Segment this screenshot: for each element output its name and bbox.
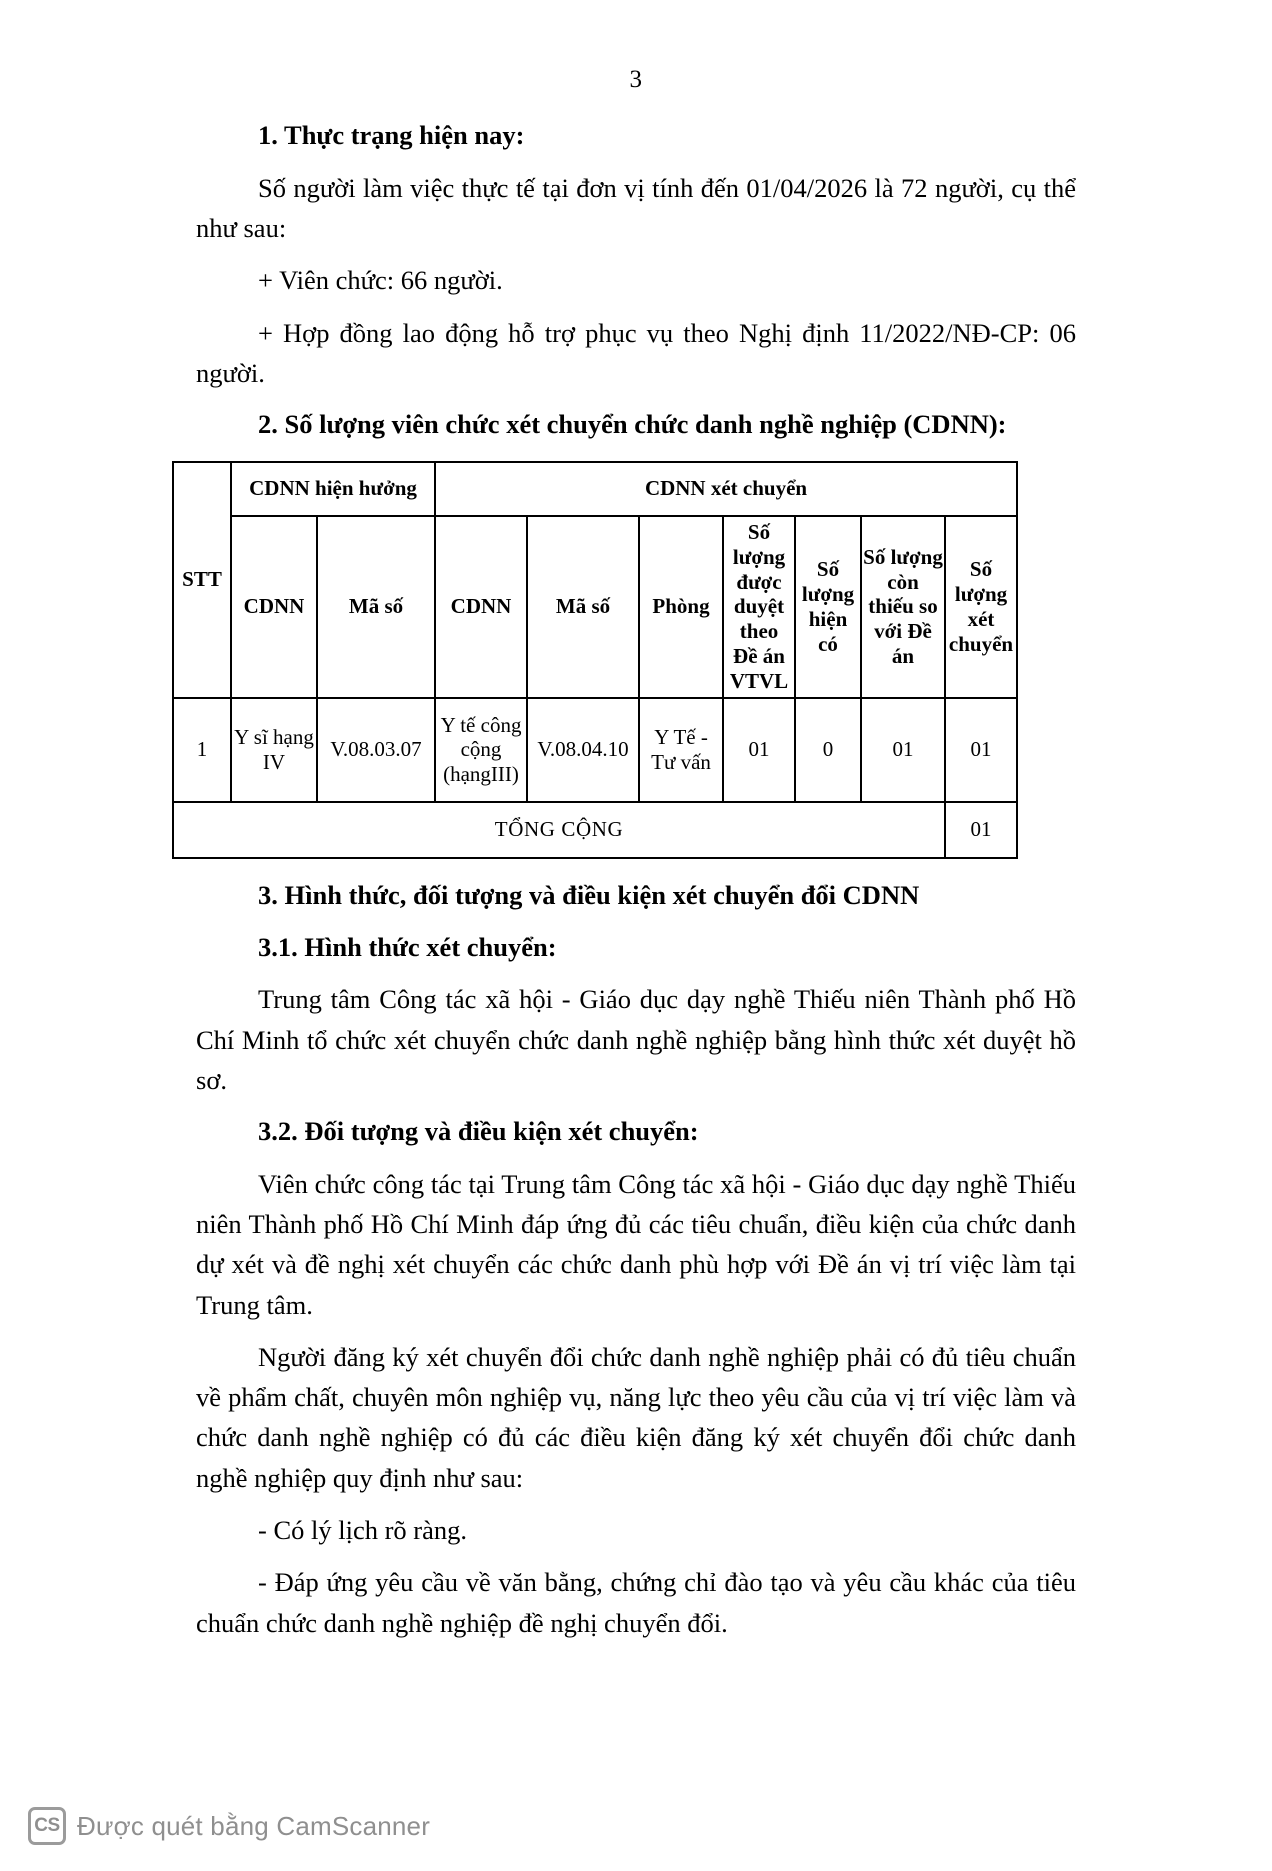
cdnn-table [172,461,1018,859]
section-1-paragraph-1: Số người làm việc thực tế tại đơn vị tính đến 01/04/2026 là 72 người, cụ thể như sau: [196,172,1076,244]
cell-code-new: V.08.04.10 [527,698,639,802]
table-header-group-row [173,462,1017,516]
header-stt: STT [173,462,231,698]
cell-approved-qty: 01 [723,698,795,802]
section-1-heading: 1. Thực trạng hiện nay: [258,120,525,150]
header-code-new: Mã số [527,516,639,698]
cell-code-current: V.08.03.07 [317,698,435,802]
table-body [173,698,1017,858]
page-number: 3 [629,66,643,93]
page-content [182,0,1076,1643]
cell-transfer-qty: 01 [945,698,1017,802]
section-3-2-bullet-1: - Có lý lịch rõ ràng. [258,1515,468,1545]
section-3-1-heading: 3.1. Hình thức xét chuyển: [258,931,557,962]
table-row [173,698,1017,802]
section-1-paragraph-2: + Viên chức: 66 người. [258,265,503,296]
section-3-1-paragraph: Trung tâm Công tác xã hội - Giáo dục dạy nghề Thiếu niên Thành phố Hồ Chí Minh tổ chức xét chuyển chức danh nghề nghiệp bằng hình thức xét duyệt hồ sơ. [196,984,1076,1095]
section-3-2-heading: 3.2. Đối tượng và điều kiện xét chuyển: [258,1116,699,1147]
camscanner-logo-icon: CS [28,1807,66,1845]
section-3-heading: 3. Hình thức, đối tượng và điều kiện xét chuyển đổi CDNN [258,879,920,910]
cell-department: Y Tế - Tư vấn [639,698,723,802]
cell-stt: 1 [173,698,231,802]
cell-existing-qty: 0 [795,698,861,802]
cell-shortage-qty: 01 [861,698,945,802]
cell-cdnn-current: Y sĩ hạng IV [231,698,317,802]
section-3-2-paragraph-2: Người đăng ký xét chuyển đổi chức danh nghề nghiệp phải có đủ tiêu chuẩn về phẩm chất, chuyên môn nghiệp vụ, năng lực theo yêu cầu của vị trí việc làm và chức danh nghề nghiệp có đủ các điều kiện đăng ký xét chuyển đổi chức danh nghề nghiệp quy định như sau: [196,1341,1076,1493]
section-2-heading: 2. Số lượng viên chức xét chuyển chức danh nghề nghiệp (CDNN): [258,409,1007,440]
table-header [173,462,1017,698]
camscanner-footer [0,1775,1272,1871]
header-existing-qty: Số lượng hiện có [795,516,861,698]
header-code-current: Mã số [317,516,435,698]
header-transfer-qty: Số lượng xét chuyển [945,516,1017,698]
total-label: TỔNG CỘNG [173,802,945,858]
header-group-transfer: CDNN xét chuyển [435,462,1017,516]
section-3-2-paragraph-1: Viên chức công tác tại Trung tâm Công tác xã hội - Giáo dục dạy nghề Thiếu niên Thành phố Hồ Chí Minh đáp ứng đủ các tiêu chuẩn, điều kiện của chức danh dự xét và đề nghị xét chuyển các chức danh phù hợp với Đề án vị trí việc làm tại Trung tâm. [196,1168,1076,1320]
section-3-2-bullet-2: - Đáp ứng yêu cầu về văn bằng, chứng chỉ đào tạo và yêu cầu khác của tiêu chuẩn chức danh nghề nghiệp đề nghị chuyển đổi. [196,1567,1076,1638]
camscanner-watermark [28,1807,430,1845]
header-cdnn-new: CDNN [435,516,527,698]
camscanner-label: Được quét bằng CamScanner [77,1810,431,1841]
section-1-paragraph-3: + Hợp đồng lao động hỗ trợ phục vụ theo Nghị định 11/2022/NĐ-CP: 06 người. [196,317,1076,388]
header-shortage-qty: Số lượng còn thiếu so với Đề án [861,516,945,698]
header-group-current: CDNN hiện hưởng [231,462,435,516]
total-value: 01 [945,802,1017,858]
cell-cdnn-new: Y tế công cộng (hạngIII) [435,698,527,802]
table-total-row [173,802,1017,858]
table-header-column-row [173,516,1017,698]
header-cdnn-current: CDNN [231,516,317,698]
header-department: Phòng [639,516,723,698]
header-approved-qty: Số lượng được duyệt theo Đề án VTVL [723,516,795,698]
